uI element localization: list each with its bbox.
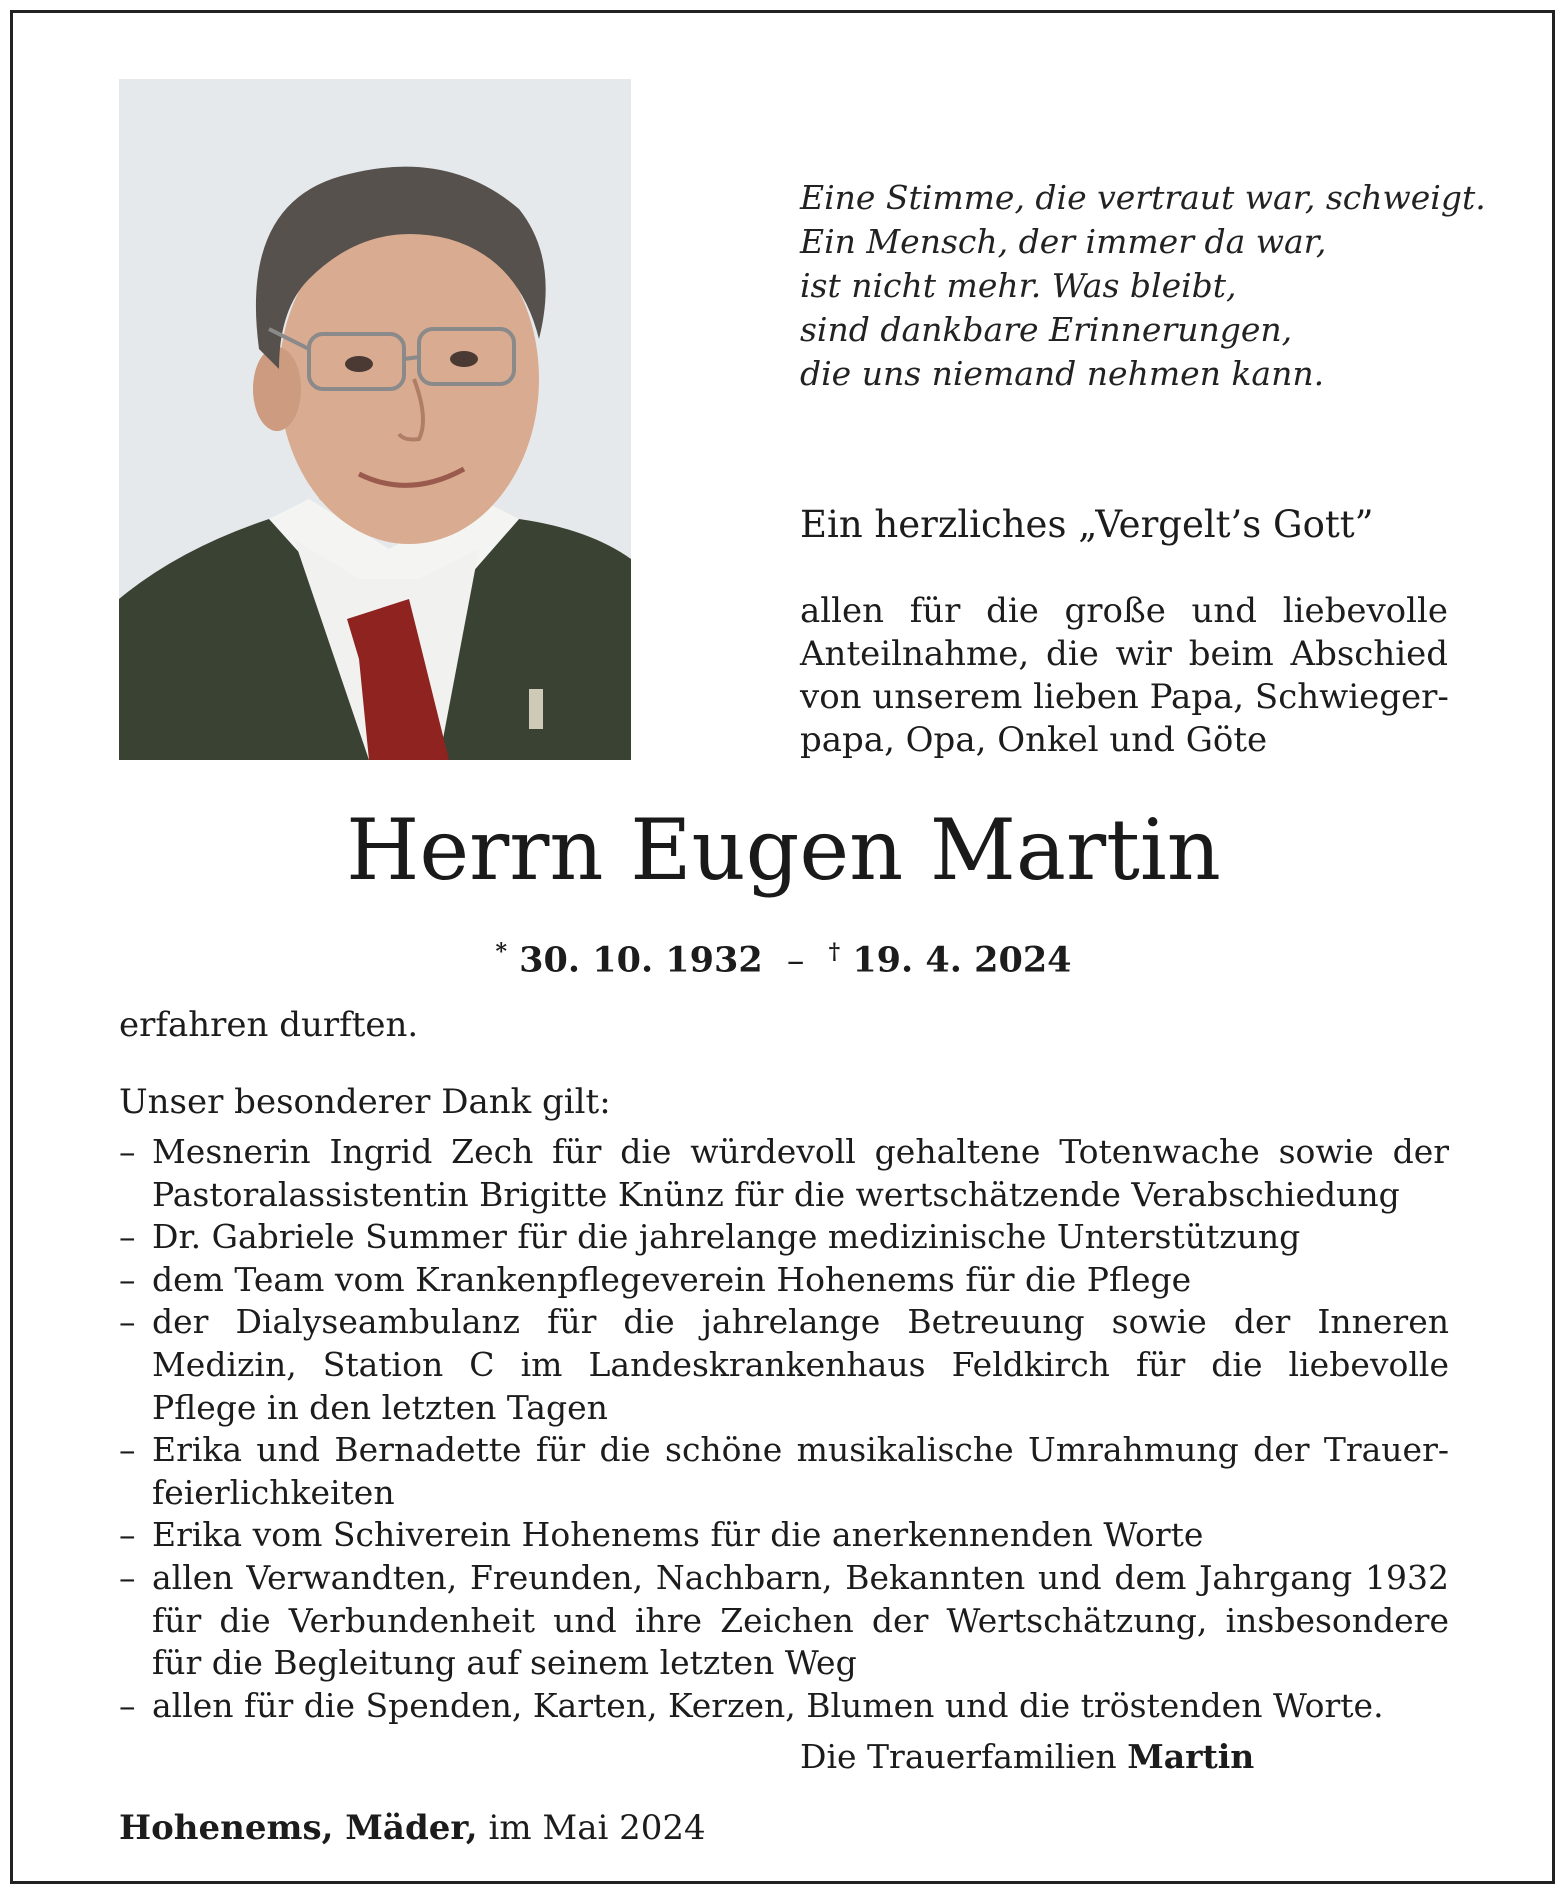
- place-names: Hohenems, Mäder,: [119, 1808, 478, 1848]
- thanks-item-line: Pflege in den letzten Tagen: [152, 1387, 608, 1427]
- intro-line: allen für die große und liebevolle: [800, 591, 1448, 631]
- thanks-item-line: allen für die Spenden, Karten, Kerzen, Blumen und die tröstenden Worte.: [152, 1685, 1384, 1725]
- thanks-list-item: [119, 1514, 1449, 1557]
- list-dash: –: [119, 1430, 136, 1470]
- thanks-list-item: [119, 1429, 1449, 1514]
- thanks-list: [119, 1131, 1449, 1727]
- list-dash: –: [119, 1515, 136, 1555]
- birth-symbol: *: [495, 939, 507, 965]
- intro-line: papa, Opa, Onkel und Göte: [800, 720, 1268, 760]
- thanks-item-line: für die Verbundenheit und ihre Zeichen der Wertschätzung, insbesondere: [152, 1600, 1449, 1640]
- thanks-item-line: allen Verwandten, Freunden, Nachbarn, Bekannten und dem Jahrgang 1932: [152, 1557, 1449, 1597]
- portrait-photo: [119, 79, 631, 760]
- list-dash: –: [119, 1685, 136, 1725]
- death-date: 19. 4. 2024: [852, 939, 1072, 981]
- signature-family-name: Martin: [1127, 1737, 1255, 1776]
- signature-prefix: Die Trauerfamilien: [800, 1737, 1117, 1776]
- thanks-list-item: [119, 1216, 1449, 1259]
- thanks-list-item: [119, 1301, 1449, 1429]
- thanks-list-item: [119, 1131, 1449, 1216]
- signature: [800, 1735, 1254, 1779]
- list-dash: –: [119, 1302, 136, 1342]
- thanks-item-line: für die Begleitung auf seinem letzten Weg: [152, 1643, 857, 1683]
- list-dash: –: [119, 1132, 136, 1171]
- thanks-item-line: der Dialyseambulanz für die jahrelange Betreuung sowie der Inneren: [152, 1302, 1449, 1342]
- closing-intro: erfahren durften.: [119, 1005, 419, 1045]
- thanks-list-item: [119, 1259, 1449, 1302]
- poem-line: Ein Mensch, der immer da war,: [800, 222, 1327, 261]
- thanks-item-line: Dr. Gabriele Summer für die jahrelange medizinische Unterstützung: [152, 1217, 1301, 1257]
- poem-line: Eine Stimme, die vertraut war, schweigt.: [800, 178, 1486, 217]
- life-dates: [0, 930, 1567, 983]
- poem-line: ist nicht mehr. Was bleibt,: [800, 266, 1237, 305]
- thanks-intro: [800, 590, 1448, 762]
- memorial-poem: [800, 176, 1500, 396]
- thanks-item-line: Pastoralassistentin Brigitte Knünz für die wertschätzende Verabschiedung: [152, 1174, 1400, 1214]
- death-symbol: †: [828, 939, 841, 965]
- thanks-heading: Ein herzliches „Vergelt’s Gott”: [800, 503, 1374, 546]
- intro-line: von unserem lieben Papa, Schwieger-: [800, 677, 1449, 717]
- list-dash: –: [119, 1217, 136, 1257]
- portrait-illustration: [119, 79, 631, 760]
- thanks-item-line: Mesnerin Ingrid Zech für die würdevoll gehaltene Totenwache sowie der: [152, 1132, 1449, 1171]
- thanks-item-line: Medizin, Station C im Landeskrankenhaus Feldkirch für die liebevolle: [152, 1344, 1449, 1384]
- list-dash: –: [119, 1259, 136, 1299]
- thanks-item-line: dem Team vom Krankenpflegeverein Hohenems für die Pflege: [152, 1259, 1192, 1299]
- poem-line: sind dankbare Erinnerungen,: [800, 310, 1293, 349]
- thanks-list-item: [119, 1685, 1449, 1728]
- thanks-item-line: Erika vom Schiverein Hohenems für die anerkennenden Worte: [152, 1515, 1204, 1555]
- thanks-item-line: feierlichkeiten: [152, 1472, 395, 1512]
- poem-line: die uns niemand nehmen kann.: [800, 354, 1325, 393]
- date-separator: –: [786, 940, 805, 981]
- thanks-item-line: Erika und Bernadette für die schöne musikalische Umrahmung der Trauer-: [152, 1430, 1449, 1470]
- list-dash: –: [119, 1557, 136, 1597]
- birth-date: 30. 10. 1932: [519, 939, 763, 981]
- deceased-name: Herrn Eugen Martin: [346, 801, 1221, 899]
- special-thanks-heading: Unser besonderer Dank gilt:: [119, 1082, 611, 1122]
- thanks-list-item: [119, 1557, 1449, 1685]
- place-date: [119, 1806, 706, 1850]
- place-month: im Mai 2024: [488, 1808, 706, 1848]
- intro-line: Anteilnahme, die wir beim Abschied: [800, 634, 1448, 674]
